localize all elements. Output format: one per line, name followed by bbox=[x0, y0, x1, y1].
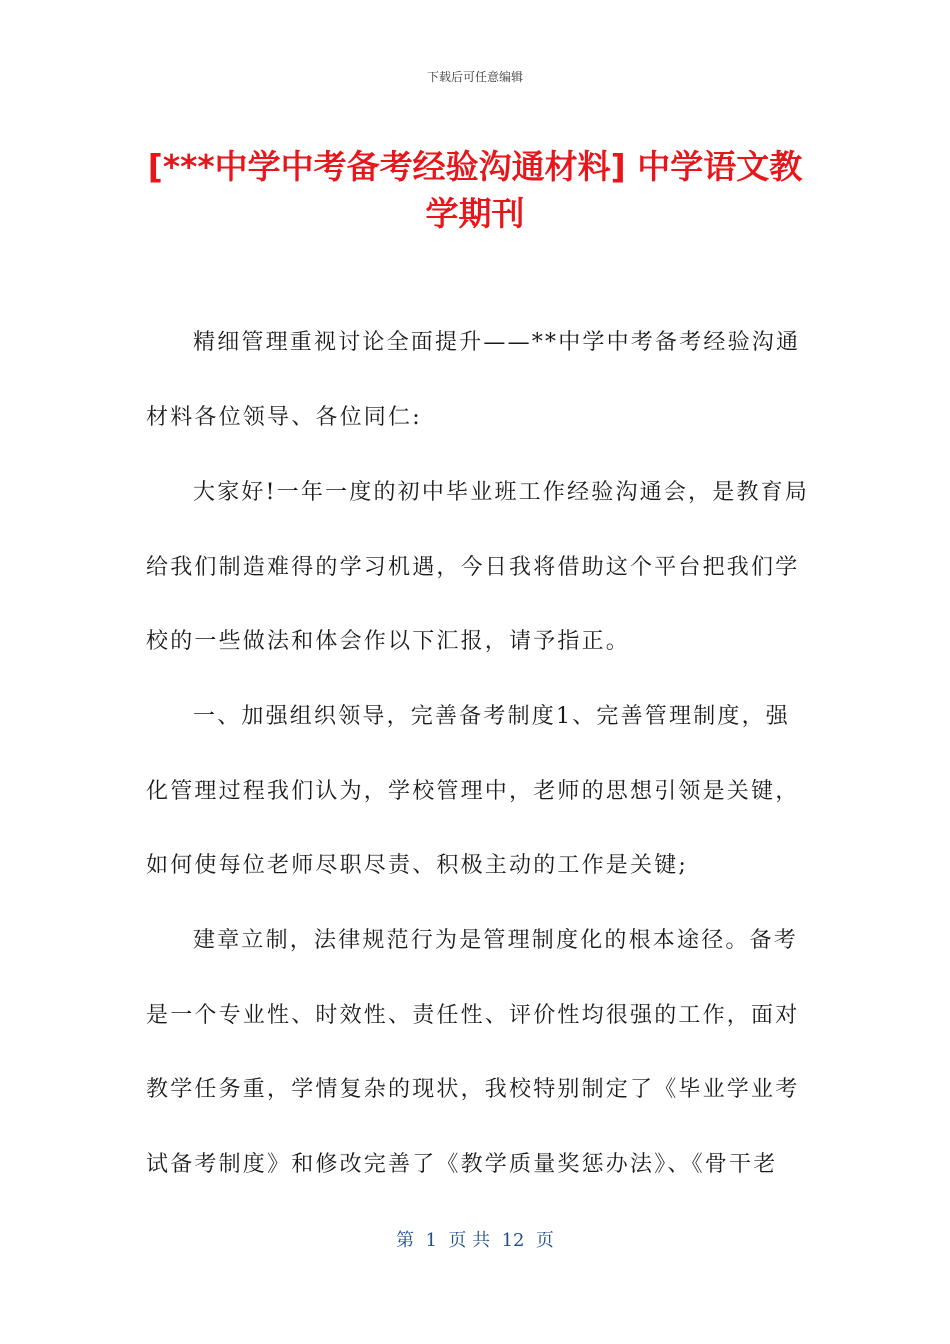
body-line: 大家好!一年一度的初中毕业班工作经验沟通会，是教育局 bbox=[193, 480, 810, 505]
body-line: 试备考制度》和修改完善了《教学质量奖惩办法》、《骨干老 bbox=[146, 1152, 778, 1177]
body-line: 如何使每位老师尽职尽责、积极主动的工作是关键; bbox=[146, 853, 689, 878]
body-line: 教学任务重，学情复杂的现状，我校特别制定了《毕业学业考 bbox=[146, 1077, 800, 1102]
body-line: 建章立制，法律规范行为是管理制度化的根本途径。备考 bbox=[193, 928, 799, 953]
body-line: 精细管理重视讨论全面提升——**中学中考备考经验沟通 bbox=[193, 330, 801, 355]
body-line: 材料各位领导、各位同仁: bbox=[146, 405, 422, 430]
body-line: 给我们制造难得的学习机遇，今日我将借助这个平台把我们学 bbox=[146, 555, 800, 580]
header-note: 下载后可任意编辑 bbox=[426, 70, 523, 84]
body-line: 化管理过程我们认为，学校管理中，老师的思想引领是关键， bbox=[146, 779, 800, 804]
page-number-footer: 第 1 页 共 12 页 bbox=[396, 1230, 554, 1251]
body-line: 一、加强组织领导，完善备考制度1、完善管理制度，强 bbox=[193, 704, 790, 729]
body-line: 校的一些做法和体会作以下汇报，请予指正。 bbox=[146, 629, 631, 654]
body-line: 是一个专业性、时效性、责任性、评价性均很强的工作，面对 bbox=[146, 1003, 800, 1028]
title-line-1: [***中学中考备考经验沟通材料] 中学语文教 bbox=[147, 147, 803, 186]
title-line-2: 学期刊 bbox=[425, 194, 525, 233]
document-title bbox=[120, 143, 830, 237]
